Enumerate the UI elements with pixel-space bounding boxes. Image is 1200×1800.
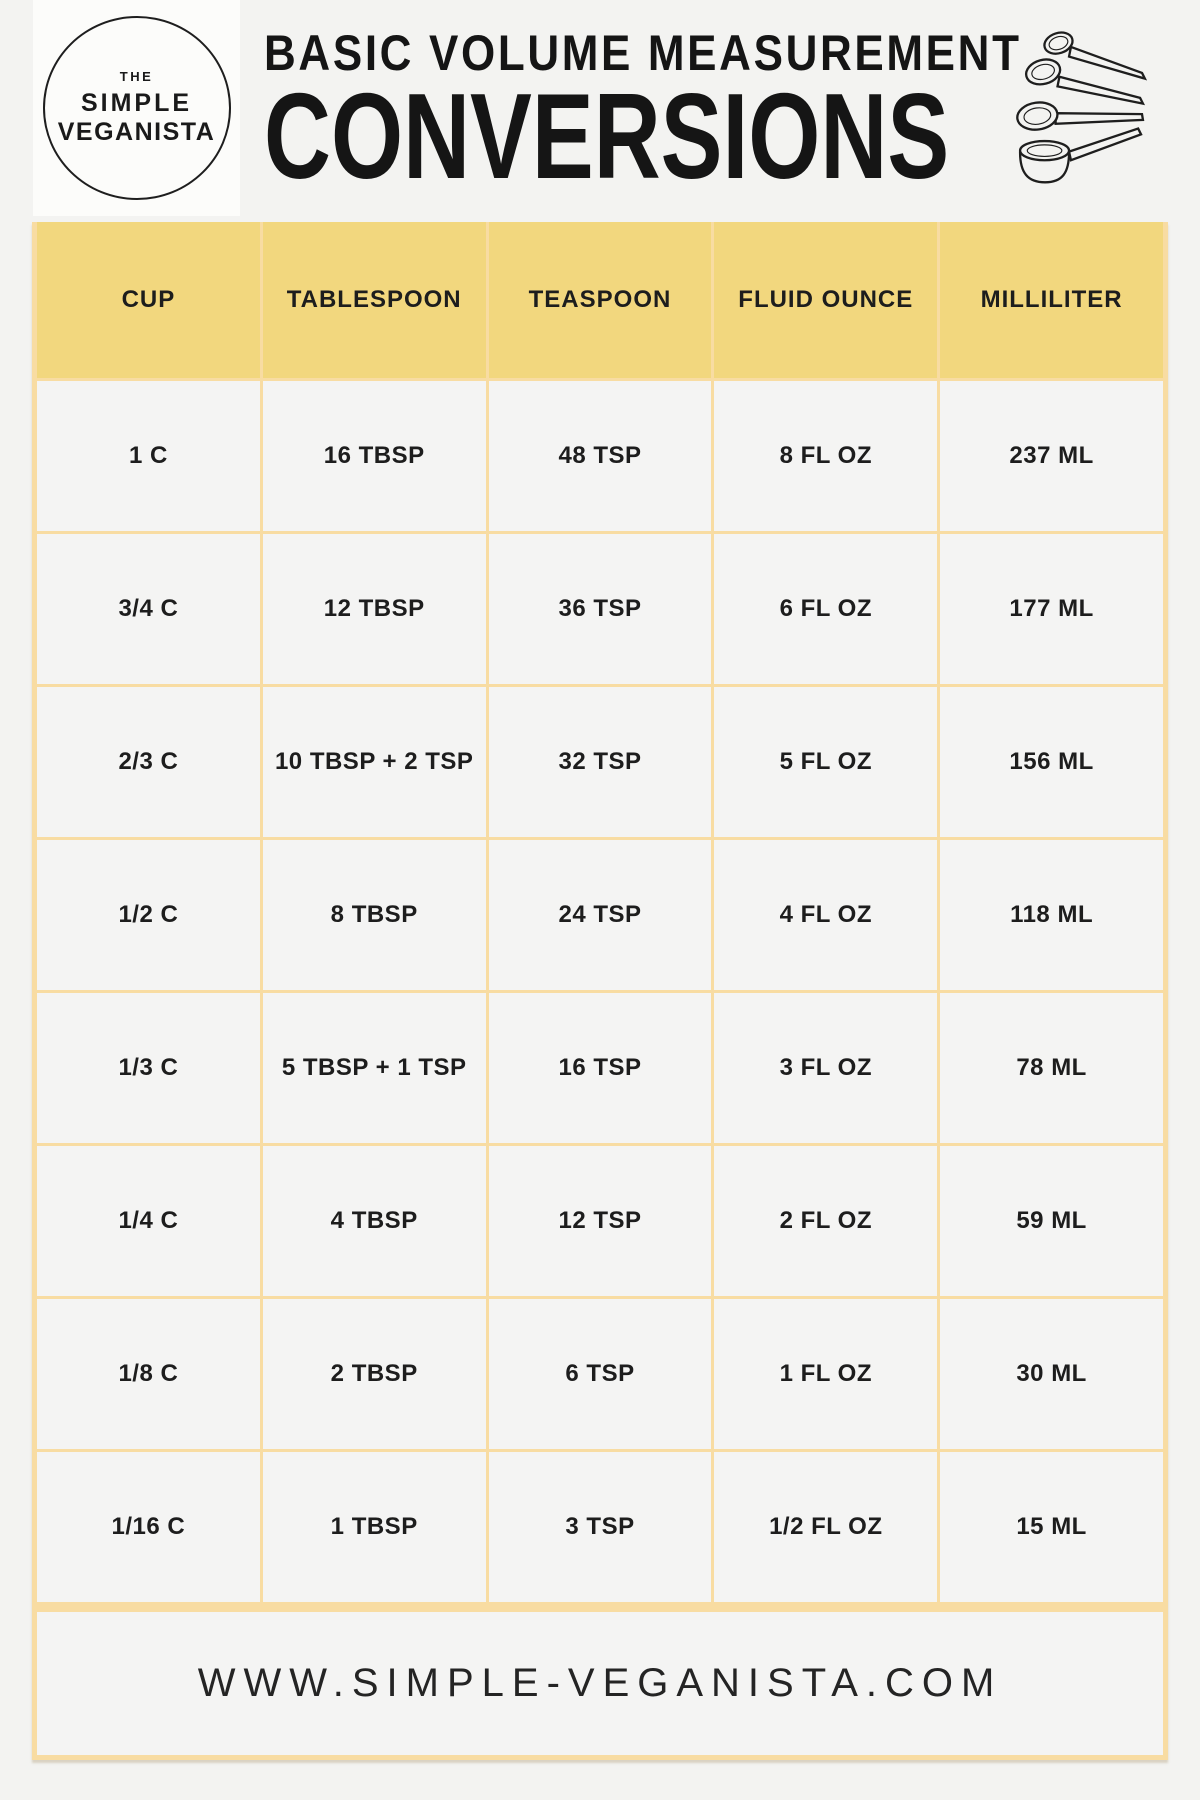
logo-line-simple: SIMPLE xyxy=(80,89,193,118)
logo-line-the: THE xyxy=(119,69,154,85)
table-cell-r5-c2: 5 TBSP + 1 TSP xyxy=(263,993,486,1143)
table-cell-r1-c4: 8 FL OZ xyxy=(714,381,937,531)
table-cell-r6-c1: 1/4 C xyxy=(37,1146,260,1296)
table-cell-r7-c1: 1/8 C xyxy=(37,1299,260,1449)
logo-circle xyxy=(43,16,231,200)
title-subheading: BASIC VOLUME MEASUREMENT xyxy=(264,25,1022,81)
table-cell-r3-c5: 156 ML xyxy=(940,687,1163,837)
brand-logo xyxy=(33,0,240,216)
table-cell-r8-c5: 15 ML xyxy=(940,1452,1163,1602)
table-cell-r8-c3: 3 TSP xyxy=(489,1452,712,1602)
table-cell-r6-c2: 4 TBSP xyxy=(263,1146,486,1296)
table-cell-r3-c2: 10 TBSP + 2 TSP xyxy=(263,687,486,837)
measuring-spoons-icon xyxy=(998,16,1190,196)
table-footer-divider xyxy=(37,1605,1163,1609)
table-cell-r8-c1: 1/16 C xyxy=(37,1452,260,1602)
logo-line-veganista: VEGANISTA xyxy=(57,118,216,146)
table-cell-r1-c1: 1 C xyxy=(37,381,260,531)
table-cell-r2-c4: 6 FL OZ xyxy=(714,534,937,684)
table-cell-r3-c4: 5 FL OZ xyxy=(714,687,937,837)
table-cell-r8-c4: 1/2 FL OZ xyxy=(714,1452,937,1602)
table-cell-r5-c3: 16 TSP xyxy=(489,993,712,1143)
table-cell-r4-c1: 1/2 C xyxy=(37,840,260,990)
table-cell-r5-c4: 3 FL OZ xyxy=(714,993,937,1143)
table-cell-r2-c2: 12 TBSP xyxy=(263,534,486,684)
column-header-teaspoon: TEASPOON xyxy=(489,222,712,378)
table-cell-r6-c5: 59 ML xyxy=(940,1146,1163,1296)
table-cell-r4-c5: 118 ML xyxy=(940,840,1163,990)
table-cell-r2-c5: 177 ML xyxy=(940,534,1163,684)
table-cell-r7-c4: 1 FL OZ xyxy=(714,1299,937,1449)
table-cell-r5-c5: 78 ML xyxy=(940,993,1163,1143)
table-cell-r8-c2: 1 TBSP xyxy=(263,1452,486,1602)
column-header-fluid-ounce: FLUID OUNCE xyxy=(714,222,937,378)
table-cell-r1-c5: 237 ML xyxy=(940,381,1163,531)
table-cell-r6-c3: 12 TSP xyxy=(489,1146,712,1296)
column-header-tablespoon: TABLESPOON xyxy=(263,222,486,378)
table-cell-r7-c2: 2 TBSP xyxy=(263,1299,486,1449)
table-cell-r2-c3: 36 TSP xyxy=(489,534,712,684)
table-cell-r1-c2: 16 TBSP xyxy=(263,381,486,531)
title-heading: CONVERSIONS xyxy=(264,68,950,204)
column-header-milliliter: MILLILITER xyxy=(940,222,1163,378)
website-url: WWW.SIMPLE-VEGANISTA.COM xyxy=(37,1612,1163,1755)
table-cell-r7-c5: 30 ML xyxy=(940,1299,1163,1449)
table-cell-r3-c3: 32 TSP xyxy=(489,687,712,837)
table-cell-r6-c4: 2 FL OZ xyxy=(714,1146,937,1296)
table-cell-r7-c3: 6 TSP xyxy=(489,1299,712,1449)
table-cell-r4-c4: 4 FL OZ xyxy=(714,840,937,990)
column-header-cup: CUP xyxy=(37,222,260,378)
table-cell-r5-c1: 1/3 C xyxy=(37,993,260,1143)
table-cell-r3-c1: 2/3 C xyxy=(37,687,260,837)
table-cell-r1-c3: 48 TSP xyxy=(489,381,712,531)
conversion-table xyxy=(32,222,1168,1760)
table-cell-r4-c3: 24 TSP xyxy=(489,840,712,990)
table-cell-r2-c1: 3/4 C xyxy=(37,534,260,684)
table-cell-r4-c2: 8 TBSP xyxy=(263,840,486,990)
